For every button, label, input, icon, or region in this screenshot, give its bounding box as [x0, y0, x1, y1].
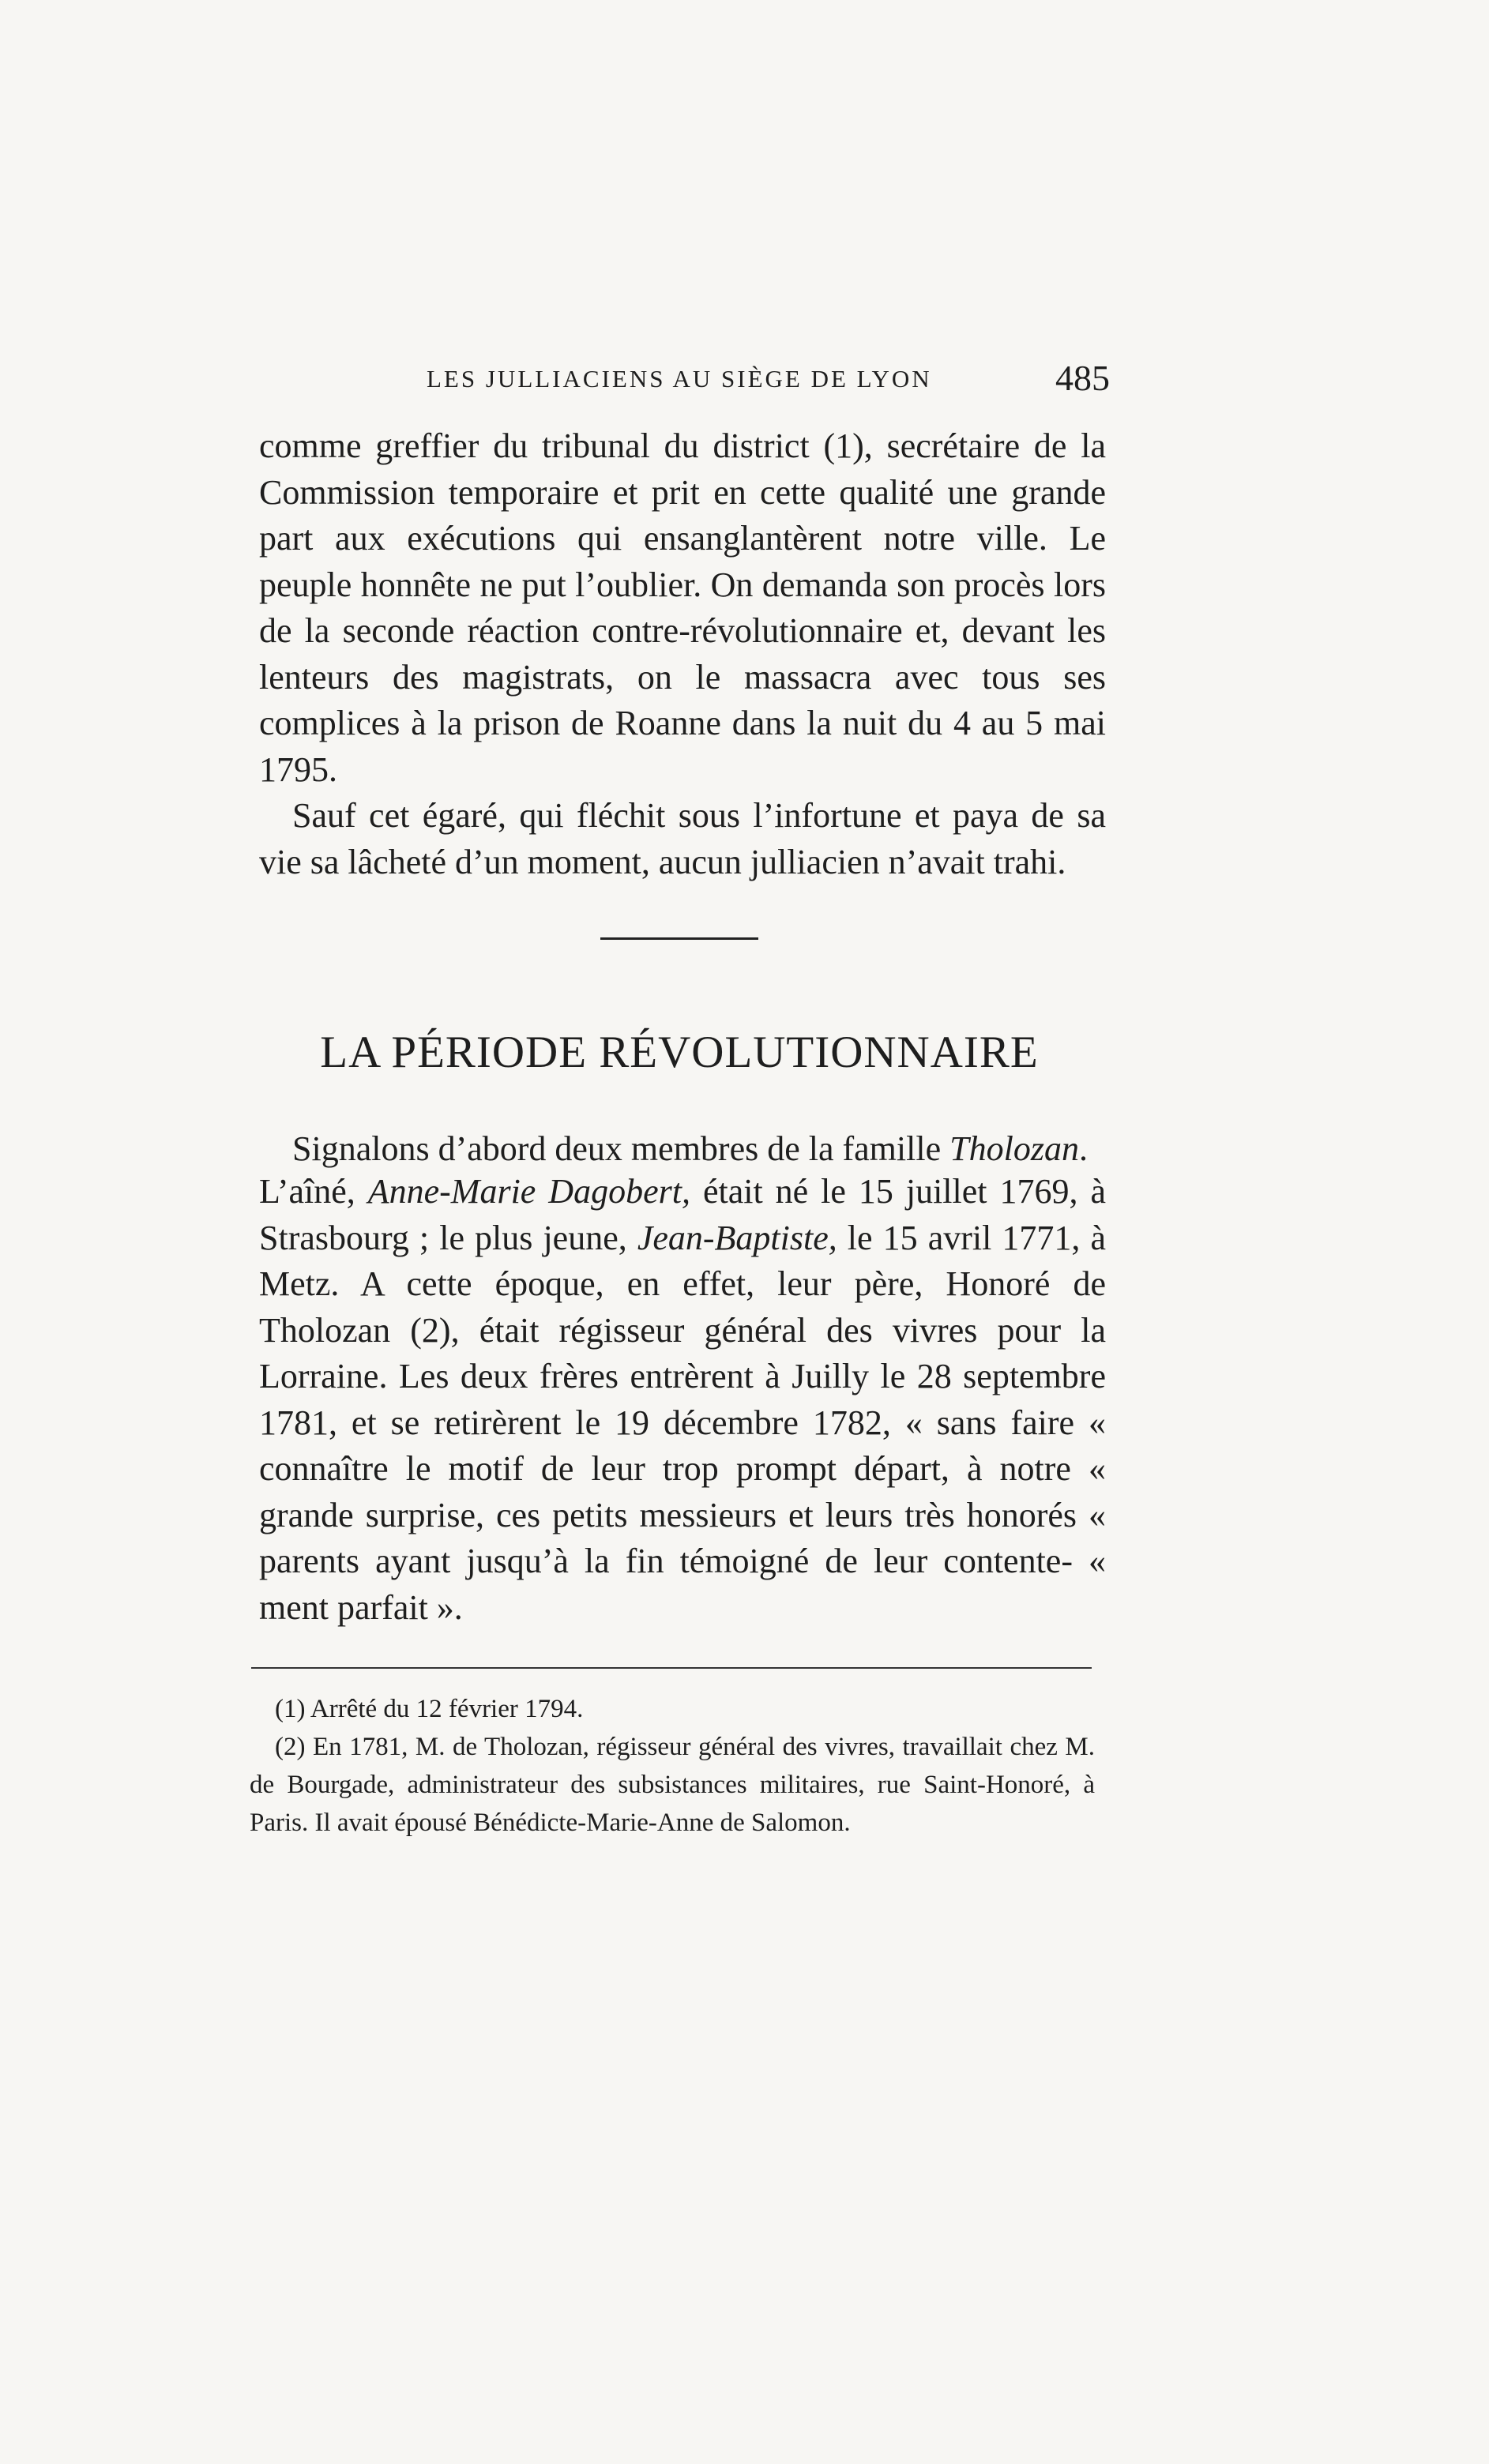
footnote-rule — [251, 1667, 1092, 1669]
text-segment: . — [1078, 1129, 1088, 1168]
footnotes — [250, 1690, 1095, 1842]
text-segment: le 15 avril 1771, à Metz. A cette époque, en effet, leur père, Honoré de Tholozan (2), était régisseur général des vivres pour la Lorraine. Les deux frères entrèrent à Juilly le 28 septembre 1781, et se retirèrent le 19 décembre 1782, « sans faire « connaître le motif de leur trop prompt départ, à notre « grande surprise, ces petits messieurs et leurs très honorés « parents ayant jusqu’à la fin témoigné de leur contente- « ment parfait ». — [259, 1218, 1106, 1627]
page-number: 485 — [1055, 358, 1110, 398]
paragraph-tholozan-brothers — [259, 1169, 1106, 1631]
text-segment: était né le 15 juillet 1769, à Strasbourg ; le plus jeune, — [259, 1172, 1106, 1257]
family-name: Tholozan — [949, 1129, 1079, 1168]
footnote-2: (2) En 1781, M. de Tholozan, régisseur général des vivres, travaillait chez M. de Bourgade, administrateur des subsistances militaires, rue Saint-Honoré, à Paris. Il avait épousé Bénédicte-Marie-Anne de Salomon. — [250, 1733, 1095, 1837]
section-separator — [600, 937, 758, 940]
person-name: Jean-Baptiste, — [637, 1218, 837, 1257]
text-segment: Signalons d’abord deux membres de la famille — [292, 1129, 950, 1168]
footnote-1: (1) Arrêté du 12 février 1794. — [275, 1695, 584, 1723]
paragraph-tholozan-intro — [259, 1126, 1106, 1173]
section-title: LA PÉRIODE RÉVOLUTIONNAIRE — [320, 1027, 1039, 1077]
text-segment: L’aîné, — [259, 1172, 368, 1211]
paragraph-egare: Sauf cet égaré, qui fléchit sous l’infortune et paya de sa vie sa lâcheté d’un moment, aucun julliacien n’avait trahi. — [259, 796, 1106, 881]
paragraph-continuation: comme greffier du tribunal du district (1), secrétaire de la Commission temporaire et prit en cette qualité une grande part aux exécutions qui ensanglantèrent notre ville. Le peuple honnête ne put l’oublier. On demanda son procès lors de la seconde réaction contre-révolutionnaire et, devant les lenteurs des magistrats, on le massacra avec tous ses complices à la prison de Roanne dans la nuit du 4 au 5 mai 1795. — [259, 426, 1106, 789]
running-header: LES JULLIACIENS AU SIÈGE DE LYON — [427, 365, 932, 393]
person-name: Anne-Marie Dagobert, — [367, 1172, 690, 1211]
